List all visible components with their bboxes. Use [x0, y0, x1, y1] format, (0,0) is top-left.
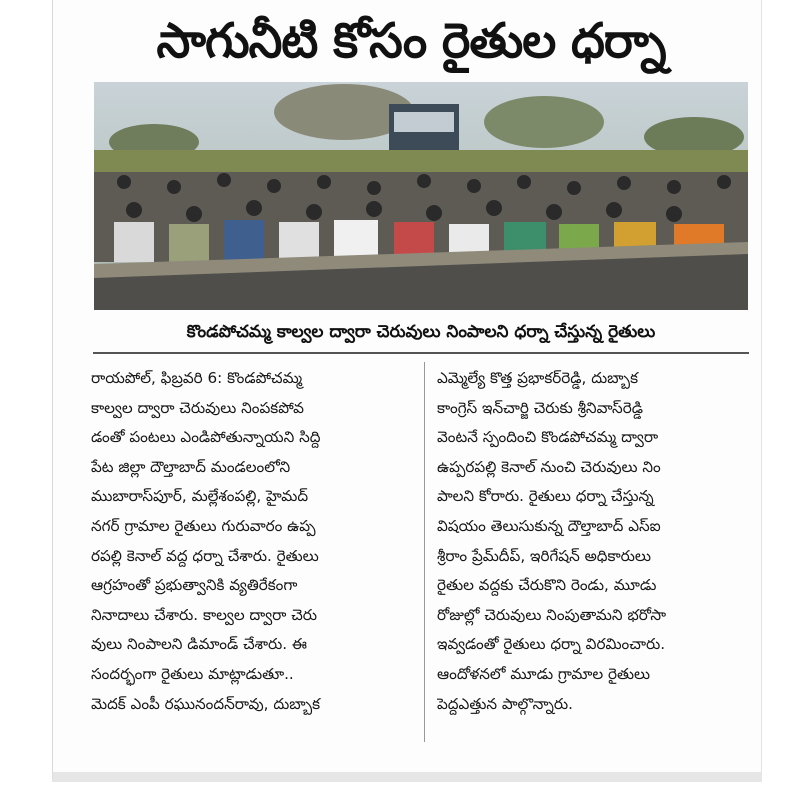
article-line: కాల్వల ద్వారా చెరువులు నింపకపోవ	[91, 398, 304, 417]
article-line: ఆగ్రహంతో ప్రభుత్వానికి వ్యతిరేకంగా	[91, 576, 298, 595]
article-column-right	[437, 364, 755, 719]
article-line: నగర్ గ్రామాల రైతులు గురువారం ఉప్ప	[91, 516, 316, 535]
newspaper-clipping	[52, 0, 762, 782]
article-line: ఆందోళనలో మూడు గ్రామాల రైతులు	[437, 664, 651, 683]
article-line: రోజుల్లో చెరువులు నింపుతామని భరోసా	[437, 605, 667, 624]
article-line: ఎమ్మెల్యే కొత్త ప్రభాకర్‌రెడ్డి, దుబ్బాక	[437, 369, 638, 387]
article-line: ఉప్పరపల్లి కెనాల్ నుంచి చెరువులు నిం	[437, 457, 661, 476]
article-line: వెంటనే స్పందించి కొండపోచమ్మ ద్వారా	[437, 428, 659, 447]
article-line: విషయం తెలుసుకున్న దౌల్తాబాద్ ఎస్ఐ	[437, 516, 661, 535]
photo-caption: కొండపోచమ్మ కాల్వల ద్వారా చెరువులు నింపాలని ధర్నా చేస్తున్న రైతులు	[186, 322, 656, 342]
article-line: నినాదాలు చేశారు. కాల్వల ద్వారా చెరు	[91, 605, 318, 624]
article-line: పాలని కోరారు. రైతులు ధర్నా చేస్తున్న	[437, 487, 654, 506]
caption-rule	[93, 352, 749, 354]
article-line: వులు నింపాలని డిమాండ్ చేశారు. ఈ	[91, 635, 308, 654]
photo-placeholder-icon	[94, 82, 748, 310]
article-line: పేట జిల్లా దౌల్తాబాద్ మండలంలోని	[91, 457, 291, 476]
article-line: రాయపోల్, ఫిబ్రవరి 6: కొండపోచమ్మ	[91, 369, 303, 387]
article-line: కాంగ్రెస్ ఇన్‌చార్జి చెరుకు శ్రీనివాస్‌రెడ్డి	[437, 398, 643, 417]
article-line: సందర్భంగా రైతులు మాట్లాడుతూ..	[91, 664, 294, 683]
headline: సాగునీటి కోసం రైతుల ధర్నా	[156, 13, 666, 69]
article-line: పెద్దఎత్తున పాల్గొన్నారు.	[437, 694, 573, 713]
column-divider	[424, 362, 425, 742]
article-line: రైతుల వద్దకు చేరుకొని రెండు, మూడు	[437, 576, 657, 595]
article-column-left	[91, 364, 409, 719]
article-line: డంతో పంటలు ఎండిపోతున్నాయని సిద్ది	[91, 428, 321, 447]
article-line: శ్రీరాం ప్రేమ్‌దీప్, ఇరిగేషన్ అధికారులు	[437, 546, 651, 565]
news-photo	[94, 82, 748, 310]
article-line: ఇవ్వడంతో రైతులు ధర్నా విరమించారు.	[437, 635, 666, 654]
article-line: రపల్లి కెనాల్ వద్ద ధర్నా చేశారు. రైతులు	[91, 546, 319, 565]
article-line: మెదక్ ఎంపీ రఘునందన్‌రావు, దుబ్బాక	[91, 694, 321, 713]
article-line: ముబారాస్‌పూర్, మల్లేశంపల్లి, హైమద్	[91, 487, 309, 506]
